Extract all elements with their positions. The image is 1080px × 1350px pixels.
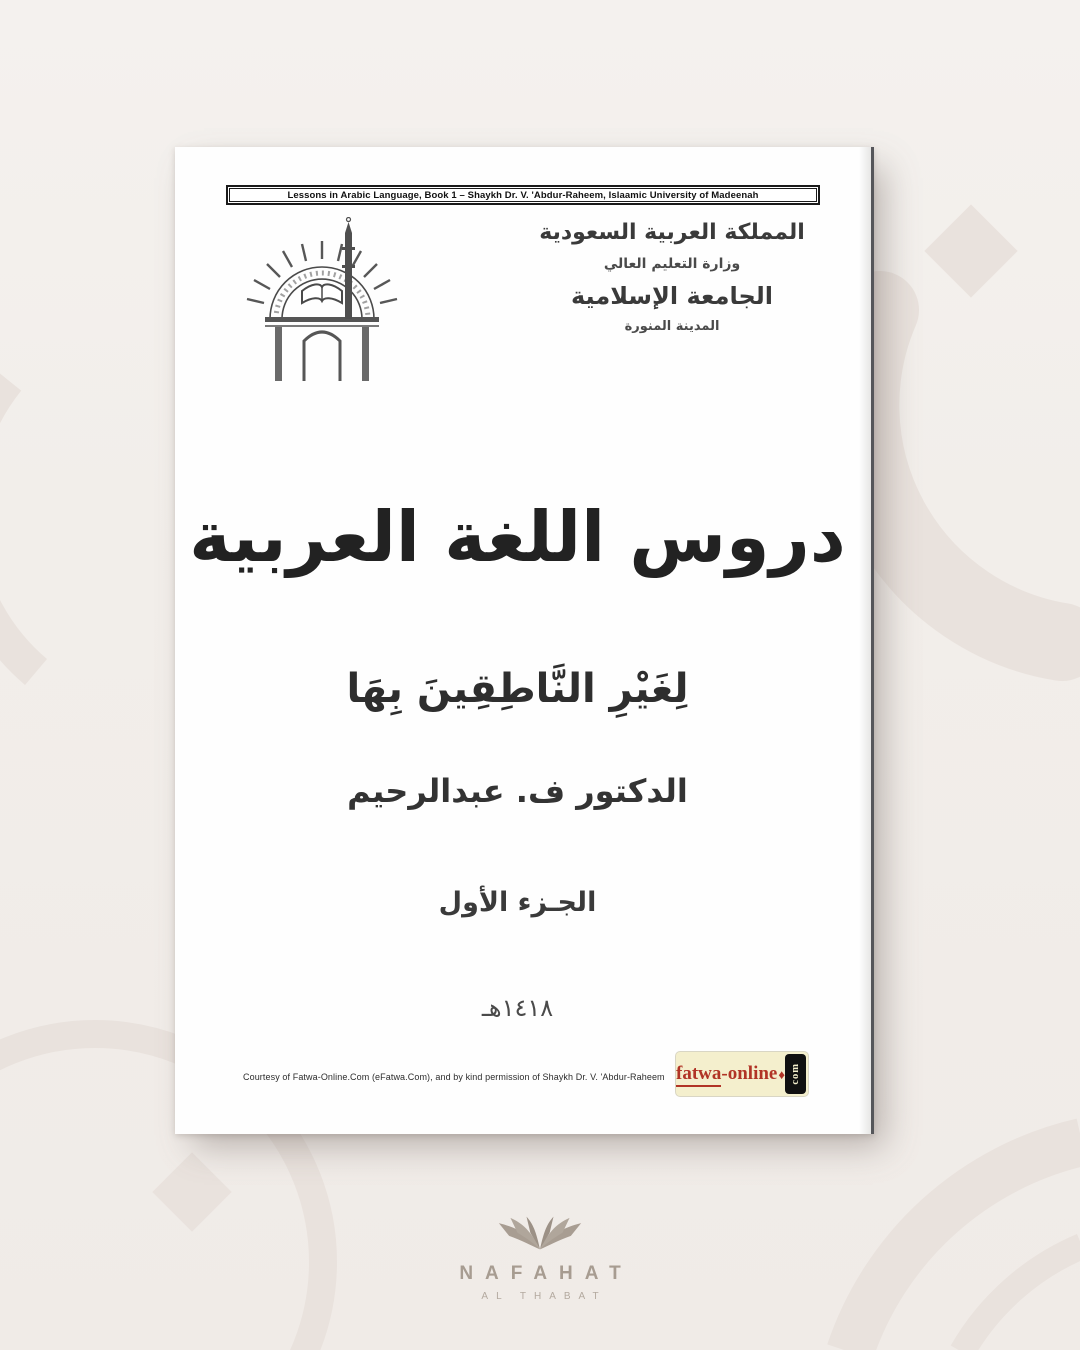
book-cover-page	[175, 147, 874, 1134]
university-line: الجامعة الإسلامية	[571, 282, 773, 310]
brand-subname: AL THABAT	[481, 1291, 607, 1302]
courtesy-note: Courtesy of Fatwa-Online.Com (eFatwa.Com), and by kind permission of Shaykh Dr. V. 'Abdur-Raheem	[243, 1072, 665, 1082]
brand-name: NAFAHAT	[459, 1263, 633, 1284]
book-title: دروس اللغة العربية	[189, 496, 846, 578]
fatwa-online-logo	[676, 1052, 808, 1096]
book-part: الجـزء الأول	[438, 887, 597, 918]
book-year: ١٤١٨هـ	[481, 994, 554, 1022]
city-line: المدينة المنورة	[624, 319, 720, 334]
university-emblem-icon	[225, 217, 420, 389]
online-word: -online	[721, 1062, 778, 1084]
book-author: الدكتور ف. عبدالرحيم	[347, 772, 688, 810]
open-book-fan-icon	[485, 1216, 595, 1252]
university-emblem	[225, 217, 420, 389]
book-subtitle: لِغَيْرِ النَّاطِقِينَ بِهَا	[346, 666, 689, 712]
page-curl-shadow	[859, 147, 871, 1134]
brand-watermark	[0, 1216, 1080, 1302]
fatwa-word-underlined: fatwa	[676, 1063, 721, 1087]
fatwa-online-tld-box	[785, 1054, 806, 1094]
page-header-text: Lessons in Arabic Language, Book 1 – Shaykh Dr. V. 'Abdur-Raheem, Islaamic University of Madeenah	[229, 188, 817, 202]
ministry-line: وزارة التعليم العالي	[603, 256, 741, 272]
kingdom-line: المملكة العربية السعودية	[539, 220, 805, 245]
fatwa-online-wordmark	[676, 1054, 785, 1095]
ministry-block	[532, 215, 812, 339]
tld-text: com	[789, 1063, 801, 1085]
page-header-bar	[226, 185, 820, 205]
page-scan-edge	[871, 147, 874, 1134]
red-diamond-icon: ♦	[778, 1066, 785, 1082]
